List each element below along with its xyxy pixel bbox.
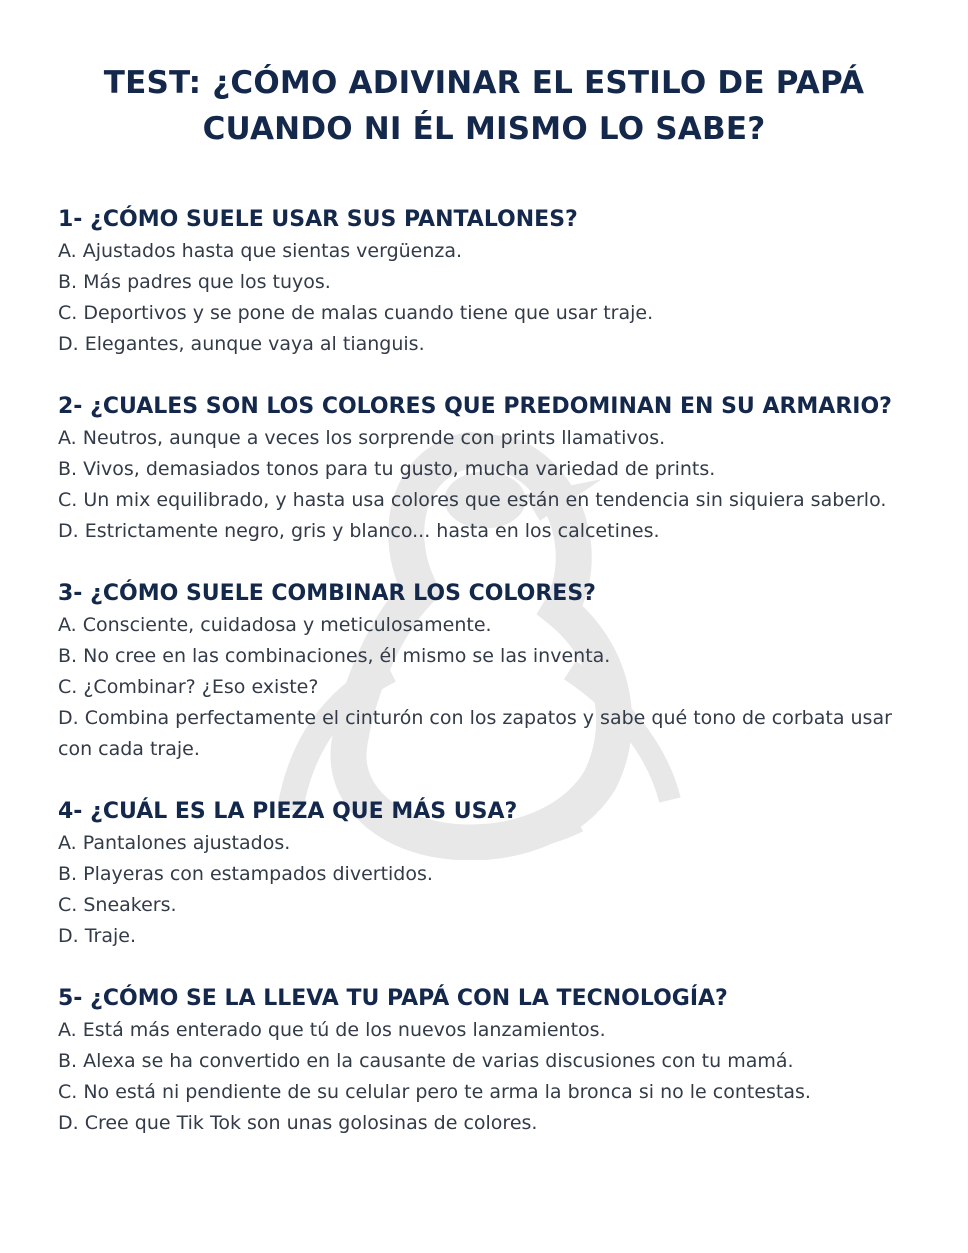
page-title: TEST: ¿CÓMO ADIVINAR EL ESTILO DE PAPÁ CUANDO NI ÉL MISMO LO SABE? bbox=[103, 65, 865, 147]
question-title: 2- ¿CUALES SON LOS COLORES QUE PREDOMINAN EN SU ARMARIO? bbox=[58, 394, 892, 419]
answer-option-c: C. Un mix equilibrado, y hasta usa colores que están en tendencia sin siquiera saberlo. bbox=[58, 489, 887, 511]
answer-option-a: A. Consciente, cuidadosa y meticulosamente. bbox=[58, 614, 492, 636]
question-title: 3- ¿CÓMO SUELE COMBINAR LOS COLORES? bbox=[58, 581, 596, 606]
answer-option-d: D. Elegantes, aunque vaya al tianguis. bbox=[58, 333, 425, 355]
answer-option-a: A. Pantalones ajustados. bbox=[58, 832, 291, 854]
question-1 bbox=[58, 204, 910, 360]
answer-option-a: A. Está más enterado que tú de los nuevos lanzamientos. bbox=[58, 1019, 606, 1041]
question-title: 1- ¿CÓMO SUELE USAR SUS PANTALONES? bbox=[58, 207, 578, 232]
answer-option-c: C. ¿Combinar? ¿Eso existe? bbox=[58, 676, 319, 698]
question-3 bbox=[58, 578, 910, 765]
answer-option-b: B. Más padres que los tuyos. bbox=[58, 271, 331, 293]
question-4 bbox=[58, 796, 910, 952]
answer-option-c: C. No está ni pendiente de su celular pero te arma la bronca si no le contestas. bbox=[58, 1081, 811, 1103]
answer-option-b: B. No cree en las combinaciones, él mismo se las inventa. bbox=[58, 645, 611, 667]
question-title: 4- ¿CUÁL ES LA PIEZA QUE MÁS USA? bbox=[58, 799, 518, 824]
answer-option-c: C. Sneakers. bbox=[58, 894, 177, 916]
answer-option-c: C. Deportivos y se pone de malas cuando tiene que usar traje. bbox=[58, 302, 654, 324]
answer-option-d: D. Cree que Tik Tok son unas golosinas de colores. bbox=[58, 1112, 538, 1134]
answer-option-b: B. Playeras con estampados divertidos. bbox=[58, 863, 433, 885]
question-title: 5- ¿CÓMO SE LA LLEVA TU PAPÁ CON LA TECNOLOGÍA? bbox=[58, 986, 728, 1011]
answer-option-a: A. Ajustados hasta que sientas vergüenza. bbox=[58, 240, 463, 262]
answer-option-d: D. Combina perfectamente el cinturón con los zapatos y sabe qué tono de corbata usar con cada traje. bbox=[58, 707, 892, 760]
answer-option-b: B. Alexa se ha convertido en la causante de varias discusiones con tu mamá. bbox=[58, 1050, 794, 1072]
answer-option-d: D. Traje. bbox=[58, 925, 136, 947]
answer-option-b: B. Vivos, demasiados tonos para tu gusto, mucha variedad de prints. bbox=[58, 458, 716, 480]
answer-option-a: A. Neutros, aunque a veces los sorprende con prints llamativos. bbox=[58, 427, 666, 449]
answer-option-d: D. Estrictamente negro, gris y blanco... hasta en los calcetines. bbox=[58, 520, 660, 542]
question-2 bbox=[58, 391, 910, 547]
question-5 bbox=[58, 983, 910, 1139]
